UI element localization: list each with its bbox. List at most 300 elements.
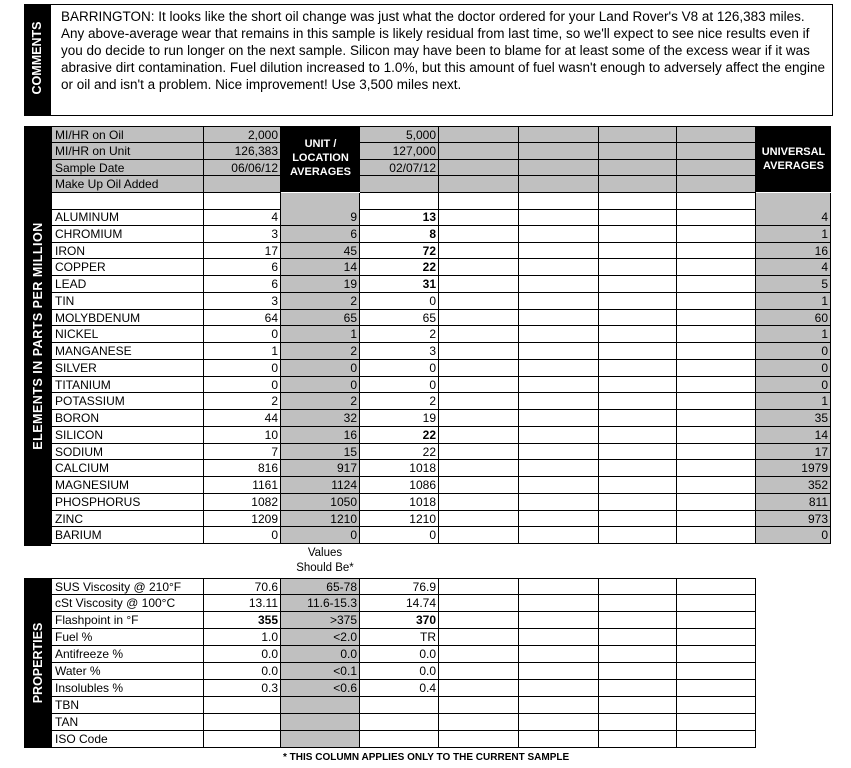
element-empty-cell — [677, 209, 756, 226]
element-empty-cell — [439, 460, 519, 477]
element-name: IRON — [51, 243, 204, 259]
header-row-label: Make Up Oil Added — [51, 176, 204, 193]
element-name: BORON — [51, 410, 204, 427]
element-empty-cell — [519, 494, 599, 511]
property-previous: 0.0 — [360, 663, 439, 680]
element-empty-cell — [519, 259, 599, 276]
header-empty-cell — [519, 126, 599, 143]
property-empty-cell — [439, 578, 519, 595]
element-unit-average: 917 — [281, 460, 360, 477]
element-empty-cell — [519, 444, 599, 460]
element-empty-cell — [599, 460, 677, 477]
element-universal-average: 17 — [756, 444, 831, 460]
element-unit-average: 2 — [281, 293, 360, 310]
element-unit-average: 6 — [281, 226, 360, 243]
element-universal-average: 811 — [756, 494, 831, 511]
element-empty-cell — [519, 226, 599, 243]
element-previous: 0 — [360, 527, 439, 544]
element-unit-average: 2 — [281, 343, 360, 360]
property-empty-cell — [439, 612, 519, 629]
element-empty-cell — [599, 427, 677, 444]
element-empty-cell — [599, 310, 677, 326]
element-empty-cell — [519, 276, 599, 293]
element-unit-average: 2 — [281, 393, 360, 410]
element-current: 64 — [204, 310, 281, 326]
header-row-previous: 127,000 — [360, 143, 439, 160]
property-empty-cell — [599, 578, 677, 595]
property-previous: 0.4 — [360, 680, 439, 697]
header-empty-cell — [599, 143, 677, 160]
element-universal-average: 4 — [756, 209, 831, 226]
element-empty-cell — [519, 326, 599, 343]
property-should-be — [281, 731, 360, 748]
element-universal-average: 1 — [756, 326, 831, 343]
unit-avg-header-label: UNIT / LOCATION AVERAGES — [290, 138, 351, 178]
element-empty-cell — [599, 293, 677, 310]
element-empty-cell — [519, 527, 599, 544]
element-empty-cell — [439, 477, 519, 494]
header-empty-cell — [677, 176, 756, 193]
element-name: ZINC — [51, 511, 204, 527]
element-universal-average: 35 — [756, 410, 831, 427]
element-universal-average: 1 — [756, 293, 831, 310]
property-name: Water % — [51, 663, 204, 680]
header-empty-cell — [677, 126, 756, 143]
element-unit-average: 32 — [281, 410, 360, 427]
property-previous: 0.0 — [360, 646, 439, 663]
element-previous: 72 — [360, 243, 439, 259]
element-empty-cell — [677, 511, 756, 527]
property-empty-cell — [599, 697, 677, 714]
header-row-label: MI/HR on Unit — [51, 143, 204, 160]
property-empty-cell — [519, 646, 599, 663]
property-previous: 76.9 — [360, 578, 439, 595]
element-empty-cell — [439, 494, 519, 511]
element-empty-cell — [439, 410, 519, 427]
element-empty-cell — [677, 276, 756, 293]
property-empty-cell — [519, 629, 599, 646]
property-previous: 14.74 — [360, 595, 439, 612]
property-empty-cell — [519, 578, 599, 595]
property-current: 1.0 — [204, 629, 281, 646]
element-universal-average: 5 — [756, 276, 831, 293]
element-previous: 13 — [360, 209, 439, 226]
element-empty-cell — [599, 527, 677, 544]
element-empty-cell — [439, 293, 519, 310]
element-previous: 2 — [360, 393, 439, 410]
spacer-cell — [599, 193, 677, 210]
element-current: 0 — [204, 377, 281, 393]
property-previous — [360, 731, 439, 748]
element-name: POTASSIUM — [51, 393, 204, 410]
element-empty-cell — [599, 410, 677, 427]
header-empty-cell — [677, 160, 756, 176]
property-name: Fuel % — [51, 629, 204, 646]
property-current: 13.11 — [204, 595, 281, 612]
element-current: 0 — [204, 527, 281, 544]
element-empty-cell — [439, 276, 519, 293]
element-unit-average: 1124 — [281, 477, 360, 494]
property-should-be: 0.0 — [281, 646, 360, 663]
element-previous: 0 — [360, 377, 439, 393]
property-empty-cell — [519, 697, 599, 714]
property-name: ISO Code — [51, 731, 204, 748]
element-previous: 1086 — [360, 477, 439, 494]
property-empty-cell — [519, 731, 599, 748]
element-previous: 22 — [360, 427, 439, 444]
element-name: MAGNESIUM — [51, 477, 204, 494]
element-current: 0 — [204, 360, 281, 377]
spacer-cell — [204, 193, 281, 210]
footnote: * THIS COLUMN APPLIES ONLY TO THE CURRENT SAMPLE — [283, 752, 570, 763]
element-unit-average: 45 — [281, 243, 360, 259]
property-empty-cell — [677, 629, 756, 646]
element-previous: 0 — [360, 360, 439, 377]
element-unit-average: 0 — [281, 360, 360, 377]
element-name: SODIUM — [51, 444, 204, 460]
element-previous: 1018 — [360, 494, 439, 511]
property-previous — [360, 714, 439, 731]
property-empty-cell — [599, 714, 677, 731]
header-row-previous: 5,000 — [360, 126, 439, 143]
element-current: 2 — [204, 393, 281, 410]
comments-label: COMMENTS — [30, 21, 44, 95]
element-empty-cell — [599, 477, 677, 494]
element-empty-cell — [677, 477, 756, 494]
property-current — [204, 731, 281, 748]
element-unit-average: 14 — [281, 259, 360, 276]
element-empty-cell — [519, 243, 599, 259]
header-row-current — [204, 176, 281, 193]
element-universal-average: 1 — [756, 226, 831, 243]
element-empty-cell — [439, 427, 519, 444]
element-empty-cell — [519, 343, 599, 360]
element-empty-cell — [599, 511, 677, 527]
element-empty-cell — [677, 460, 756, 477]
element-empty-cell — [519, 310, 599, 326]
element-empty-cell — [439, 326, 519, 343]
element-previous: 22 — [360, 259, 439, 276]
header-empty-cell — [677, 143, 756, 160]
element-empty-cell — [677, 527, 756, 544]
element-empty-cell — [677, 259, 756, 276]
element-empty-cell — [677, 310, 756, 326]
spacer-cell — [281, 193, 360, 210]
header-empty-cell — [519, 176, 599, 193]
element-universal-average: 0 — [756, 377, 831, 393]
element-universal-average: 16 — [756, 243, 831, 259]
element-unit-average: 9 — [281, 209, 360, 226]
header-empty-cell — [519, 143, 599, 160]
element-previous: 0 — [360, 293, 439, 310]
property-empty-cell — [439, 663, 519, 680]
elements-label-bar — [24, 126, 51, 546]
element-current: 6 — [204, 259, 281, 276]
element-unit-average: 65 — [281, 310, 360, 326]
element-empty-cell — [439, 511, 519, 527]
spacer-cell — [360, 193, 439, 210]
property-empty-cell — [677, 680, 756, 697]
property-current: 0.0 — [204, 646, 281, 663]
element-universal-average: 352 — [756, 477, 831, 494]
property-empty-cell — [599, 731, 677, 748]
header-row-previous — [360, 176, 439, 193]
property-name: TAN — [51, 714, 204, 731]
header-empty-cell — [439, 176, 519, 193]
element-empty-cell — [599, 393, 677, 410]
elements-side-label: ELEMENTS IN PARTS PER MILLION — [31, 222, 45, 450]
element-empty-cell — [599, 276, 677, 293]
header-empty-cell — [439, 143, 519, 160]
property-previous — [360, 697, 439, 714]
unit-avg-header — [281, 126, 360, 192]
element-empty-cell — [599, 343, 677, 360]
element-universal-average: 60 — [756, 310, 831, 326]
element-empty-cell — [439, 226, 519, 243]
element-unit-average: 19 — [281, 276, 360, 293]
spacer-cell — [677, 193, 756, 210]
element-current: 17 — [204, 243, 281, 259]
property-should-be: 11.6-15.3 — [281, 595, 360, 612]
element-empty-cell — [519, 377, 599, 393]
header-empty-cell — [439, 160, 519, 176]
property-empty-cell — [677, 697, 756, 714]
element-empty-cell — [519, 477, 599, 494]
property-empty-cell — [439, 595, 519, 612]
property-should-be: >375 — [281, 612, 360, 629]
property-empty-cell — [677, 731, 756, 748]
element-universal-average: 1979 — [756, 460, 831, 477]
element-previous: 31 — [360, 276, 439, 293]
property-should-be: <0.1 — [281, 663, 360, 680]
comments-label-bar — [24, 4, 51, 116]
header-empty-cell — [599, 176, 677, 193]
element-empty-cell — [677, 360, 756, 377]
element-current: 6 — [204, 276, 281, 293]
property-current: 0.0 — [204, 663, 281, 680]
element-empty-cell — [519, 427, 599, 444]
header-row-label: Sample Date — [51, 160, 204, 176]
property-name: Antifreeze % — [51, 646, 204, 663]
element-current: 7 — [204, 444, 281, 460]
element-name: CHROMIUM — [51, 226, 204, 243]
properties-label-bar — [24, 578, 51, 748]
element-previous: 3 — [360, 343, 439, 360]
header-empty-cell — [599, 126, 677, 143]
property-empty-cell — [519, 595, 599, 612]
property-previous: TR — [360, 629, 439, 646]
element-universal-average: 14 — [756, 427, 831, 444]
element-empty-cell — [439, 243, 519, 259]
property-empty-cell — [439, 680, 519, 697]
element-current: 3 — [204, 226, 281, 243]
element-unit-average: 1050 — [281, 494, 360, 511]
property-name: Insolubles % — [51, 680, 204, 697]
header-row-current: 2,000 — [204, 126, 281, 143]
element-empty-cell — [519, 393, 599, 410]
property-should-be — [281, 697, 360, 714]
element-empty-cell — [599, 226, 677, 243]
property-current: 0.3 — [204, 680, 281, 697]
element-empty-cell — [599, 444, 677, 460]
element-empty-cell — [439, 527, 519, 544]
property-current: 70.6 — [204, 578, 281, 595]
property-empty-cell — [439, 629, 519, 646]
property-current — [204, 714, 281, 731]
element-current: 1161 — [204, 477, 281, 494]
property-should-be: 65-78 — [281, 578, 360, 595]
header-row-current: 06/06/12 — [204, 160, 281, 176]
element-empty-cell — [599, 494, 677, 511]
property-name: Flashpoint in °F — [51, 612, 204, 629]
property-empty-cell — [519, 612, 599, 629]
element-name: LEAD — [51, 276, 204, 293]
property-current — [204, 697, 281, 714]
property-name: TBN — [51, 697, 204, 714]
element-empty-cell — [677, 444, 756, 460]
element-name: MANGANESE — [51, 343, 204, 360]
header-row-previous: 02/07/12 — [360, 160, 439, 176]
element-name: TIN — [51, 293, 204, 310]
element-unit-average: 15 — [281, 444, 360, 460]
element-empty-cell — [599, 209, 677, 226]
element-empty-cell — [599, 243, 677, 259]
element-empty-cell — [519, 410, 599, 427]
element-name: BARIUM — [51, 527, 204, 544]
property-empty-cell — [519, 680, 599, 697]
property-empty-cell — [677, 714, 756, 731]
element-current: 1 — [204, 343, 281, 360]
element-empty-cell — [677, 243, 756, 259]
element-name: NICKEL — [51, 326, 204, 343]
element-current: 4 — [204, 209, 281, 226]
header-row-label: MI/HR on Oil — [51, 126, 204, 143]
header-empty-cell — [439, 126, 519, 143]
element-universal-average: 0 — [756, 527, 831, 544]
property-empty-cell — [599, 629, 677, 646]
spacer-cell — [756, 193, 831, 210]
element-empty-cell — [677, 326, 756, 343]
property-empty-cell — [519, 663, 599, 680]
element-empty-cell — [439, 360, 519, 377]
property-should-be — [281, 714, 360, 731]
element-empty-cell — [439, 393, 519, 410]
element-empty-cell — [599, 259, 677, 276]
element-name: COPPER — [51, 259, 204, 276]
element-previous: 2 — [360, 326, 439, 343]
element-previous: 19 — [360, 410, 439, 427]
element-empty-cell — [439, 377, 519, 393]
property-empty-cell — [599, 680, 677, 697]
property-name: cSt Viscosity @ 100°C — [51, 595, 204, 612]
element-unit-average: 1 — [281, 326, 360, 343]
element-empty-cell — [439, 310, 519, 326]
element-name: SILVER — [51, 360, 204, 377]
comments-text: BARRINGTON: It looks like the short oil change was just what the doctor ordered for your Land Rover's V8 at 126,383 miles. Any above-average wear that remains in this sample is likely residual from last time, so we'll expect to see nice results even if you do decide to run longer on the next sample. Silicon may have been to blame for at least some of the excess wear if it was abrasive dirt contamination. Fuel dilution increased to 1.0%, but this amount of fuel wasn't enough to adversely affect the engine or oil and isn't a problem. Nice improvement! Use 3,500 miles next. — [61, 9, 826, 92]
property-empty-cell — [439, 697, 519, 714]
element-current: 1209 — [204, 511, 281, 527]
property-empty-cell — [677, 578, 756, 595]
property-should-be: <2.0 — [281, 629, 360, 646]
element-unit-average: 0 — [281, 377, 360, 393]
element-empty-cell — [677, 393, 756, 410]
header-row-current: 126,383 — [204, 143, 281, 160]
element-previous: 65 — [360, 310, 439, 326]
element-previous: 22 — [360, 444, 439, 460]
element-current: 44 — [204, 410, 281, 427]
spacer-cell — [51, 193, 204, 210]
element-name: PHOSPHORUS — [51, 494, 204, 511]
property-empty-cell — [599, 646, 677, 663]
property-previous: 370 — [360, 612, 439, 629]
element-name: ALUMINUM — [51, 209, 204, 226]
header-empty-cell — [519, 160, 599, 176]
element-empty-cell — [677, 494, 756, 511]
element-empty-cell — [677, 343, 756, 360]
element-previous: 8 — [360, 226, 439, 243]
element-name: MOLYBDENUM — [51, 310, 204, 326]
property-empty-cell — [519, 714, 599, 731]
element-name: SILICON — [51, 427, 204, 444]
spacer-cell — [439, 193, 519, 210]
spacer-cell — [519, 193, 599, 210]
property-empty-cell — [677, 663, 756, 680]
element-unit-average: 16 — [281, 427, 360, 444]
values-should-be-label: Values Should Be* — [296, 547, 354, 574]
element-current: 0 — [204, 326, 281, 343]
element-empty-cell — [677, 226, 756, 243]
header-empty-cell — [599, 160, 677, 176]
property-empty-cell — [599, 663, 677, 680]
element-empty-cell — [599, 326, 677, 343]
property-empty-cell — [677, 595, 756, 612]
element-previous: 1018 — [360, 460, 439, 477]
element-universal-average: 0 — [756, 343, 831, 360]
element-current: 1082 — [204, 494, 281, 511]
property-current: 355 — [204, 612, 281, 629]
property-empty-cell — [599, 612, 677, 629]
element-universal-average: 0 — [756, 360, 831, 377]
property-empty-cell — [439, 714, 519, 731]
element-empty-cell — [519, 460, 599, 477]
universal-avg-header-label: UNIVERSAL AVERAGES — [761, 146, 826, 172]
element-empty-cell — [439, 444, 519, 460]
element-name: TITANIUM — [51, 377, 204, 393]
element-empty-cell — [677, 427, 756, 444]
property-empty-cell — [677, 646, 756, 663]
element-current: 3 — [204, 293, 281, 310]
element-universal-average: 1 — [756, 393, 831, 410]
element-universal-average: 4 — [756, 259, 831, 276]
element-empty-cell — [439, 343, 519, 360]
element-empty-cell — [519, 511, 599, 527]
property-should-be: <0.6 — [281, 680, 360, 697]
element-empty-cell — [519, 209, 599, 226]
element-universal-average: 973 — [756, 511, 831, 527]
property-name: SUS Viscosity @ 210°F — [51, 578, 204, 595]
property-empty-cell — [599, 595, 677, 612]
element-empty-cell — [439, 209, 519, 226]
element-empty-cell — [439, 259, 519, 276]
element-empty-cell — [677, 377, 756, 393]
element-current: 816 — [204, 460, 281, 477]
element-empty-cell — [677, 410, 756, 427]
element-current: 10 — [204, 427, 281, 444]
element-unit-average: 1210 — [281, 511, 360, 527]
element-empty-cell — [677, 293, 756, 310]
element-name: CALCIUM — [51, 460, 204, 477]
element-unit-average: 0 — [281, 527, 360, 544]
